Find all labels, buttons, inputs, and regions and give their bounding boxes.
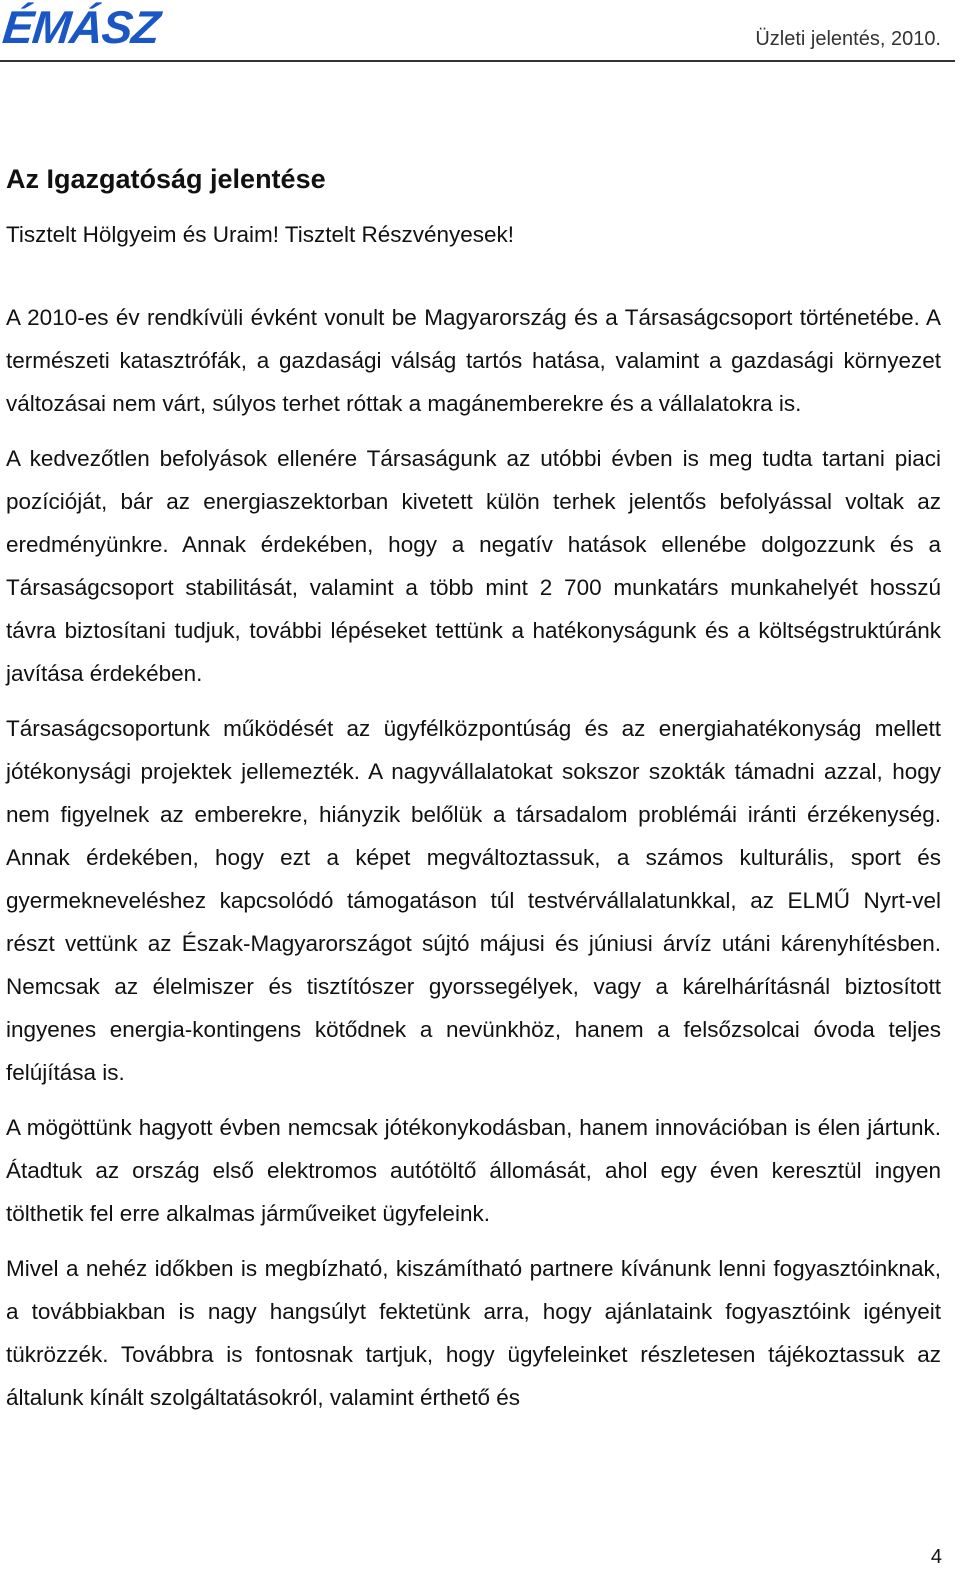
section-heading: Az Igazgatóság jelentése [6, 164, 326, 194]
emasz-logo: ÉMÁSZ [0, 1, 162, 53]
salutation: Tisztelt Hölgyeim és Uraim! Tisztelt Részvényesek! [6, 222, 515, 247]
page-header [0, 0, 955, 62]
paragraph: Társaságcsoportunk működését az ügyfélközpontúság és az energiahatékonyság mellett jótékonysági projektek jellemezték. A nagyvállalatokat sokszor szokták támadni azzal, hogy nem figyelnek az emberekre, hiányzik belőlük a társadalom problémái iránti érzékenység. Annak érdekében, hogy ezt a képet megváltoztassuk, a számos kulturális, sport és gyermekneveléshez kapcsolódó támogatáson túl testvérvállalatunkkal, az ELMŰ Nyrt-vel részt vettünk az Észak-Magyarországot sújtó májusi és júniusi árvíz utáni kárenyhítésben. Nemcsak az élelmiszer és tisztítószer gyorssegélyek, vagy a kárelhárításnál biztosított ingyenes energia-kontingens kötődnek a nevünkhöz, hanem a felsőzsolcai óvoda teljes felújítása is. [6, 716, 941, 1085]
paragraph: Mivel a nehéz időkben is megbízható, kiszámítható partnere kívánunk lenni fogyasztóinknak, a továbbiakban is nagy hangsúlyt fektetünk arra, hogy ajánlataink fogyasztóink igényeit tükrözzék. Továbbra is fontosnak tartjuk, hogy ügyfeleinket részletesen tájékoztassuk az általunk kínált szolgáltatásokról, valamint érthető és [6, 1256, 941, 1410]
paragraph: A kedvezőtlen befolyások ellenére Társaságunk az utóbbi évben is meg tudta tartani piaci pozícióját, bár az energiaszektorban kivetett külön terhek jelentős befolyással voltak az eredményünkre. Annak érdekében, hogy a negatív hatások ellenébe dolgozzunk és a Társaságcsoport stabilitását, valamint a több mint 2 700 munkatárs munkahelyét hosszú távra biztosítani tudjuk, további lépéseket tettünk a hatékonyságunk és a költségstruktúránk javítása érdekében. [6, 446, 941, 686]
page-number: 4 [930, 1546, 942, 1568]
paragraph: A mögöttünk hagyott évben nemcsak jótékonykodásban, hanem innovációban is élen jártunk. Átadtuk az ország első elektromos autótöltő állomását, ahol egy éven keresztül ingyen tölthetik fel erre alkalmas járműveiket ügyfeleink. [6, 1115, 941, 1226]
report-title: Üzleti jelentés, 2010. [755, 28, 941, 50]
report-body [6, 157, 941, 1419]
paragraph: A 2010-es év rendkívüli évként vonult be Magyarország és a Társaságcsoport történetébe. A természeti katasztrófák, a gazdasági válság tartós hatása, valamint a gazdasági környezet változásai nem várt, súlyos terhet róttak a magánemberekre és a vállalatokra is. [6, 305, 941, 416]
